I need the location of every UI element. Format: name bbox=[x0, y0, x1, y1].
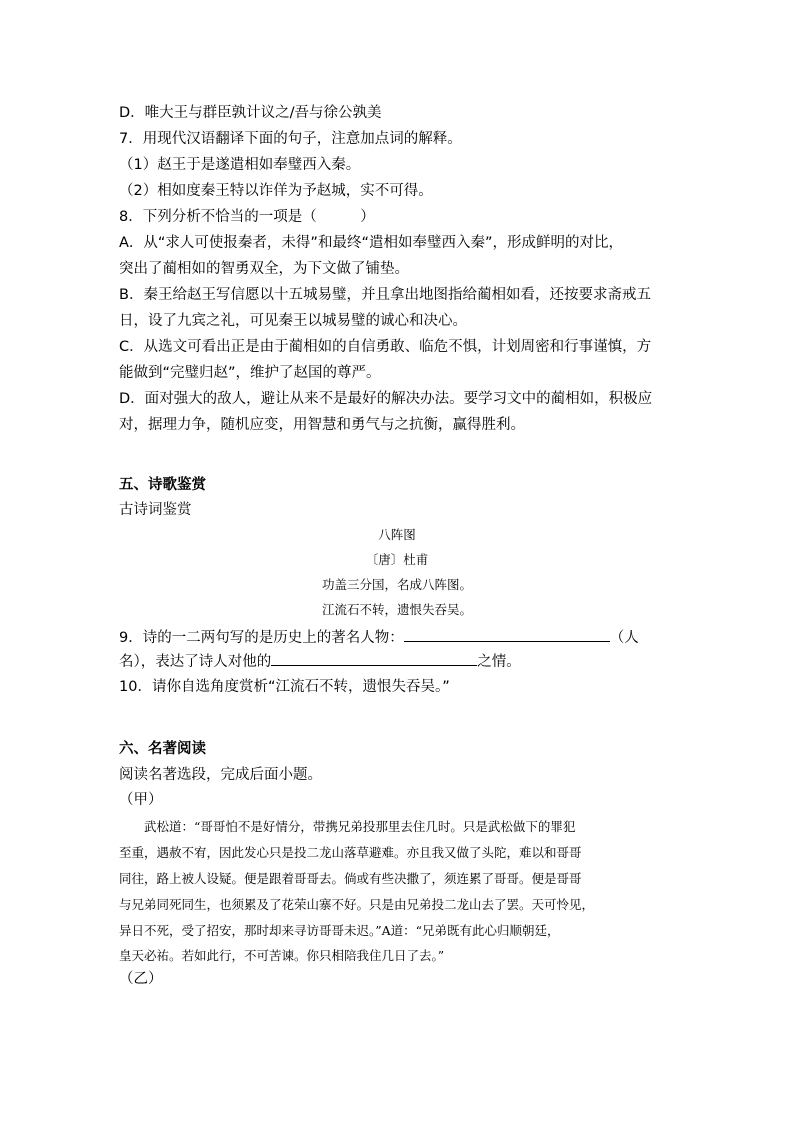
q8-option-a-line2: 突出了蔺相如的智勇双全，为下文做了铺垫。 bbox=[119, 261, 409, 277]
q9-answer-blank-1[interactable] bbox=[404, 627, 610, 642]
excerpt-line-6: 皇天必祐。若如此行，不可苦谏。你只相陪我住几日了去。” bbox=[119, 948, 445, 963]
excerpt-line-4: 与兄弟同死同生，也须累及了花荣山寨不好。只是由兄弟投二龙山去了罢。天可怜见， bbox=[119, 897, 595, 912]
excerpt-line-3: 同往，路上被人设疑。便是跟着哥哥去。倘或有些决撒了，须连累了哥哥。便是哥哥 bbox=[119, 871, 582, 886]
q8-option-d-line1: D．面对强大的敌人，避让从来不是最好的解决办法。要学习文中的蔺相如，积极应 bbox=[119, 391, 653, 407]
poem-author: 〔唐〕杜甫 bbox=[365, 552, 429, 567]
q8-option-b-line2: 日，设了九宾之礼，可见秦王以城易璧的诚心和决心。 bbox=[119, 313, 467, 329]
q8-option-c-line1: C．从选文可看出正是由于蔺相如的自信勇敢、临危不惧，计划周密和行事谨慎，方 bbox=[119, 339, 652, 355]
poem-line-2: 江流石不转，遗恨失吞吴。 bbox=[321, 602, 472, 617]
question-9-line1 bbox=[119, 627, 639, 648]
q8-option-a-line1: A．从“求人可使报秦者，未得”和最终“遣相如奉璧西入秦”，形成鲜明的对比， bbox=[119, 235, 623, 251]
question-7: 7．用现代汉语翻译下面的句子，注意加点词的解释。 bbox=[119, 131, 462, 147]
section-6-subheading: 阅读名著选段，完成后面小题。 bbox=[119, 767, 322, 783]
question-9-line2 bbox=[119, 651, 521, 672]
section-6-heading: 六、名著阅读 bbox=[119, 741, 206, 757]
q7-sentence-2: （2）相如度秦王特以诈佯为予赵城，实不可得。 bbox=[119, 183, 433, 199]
section-5-subheading: 古诗词鉴赏 bbox=[119, 502, 192, 518]
q9-text-a: 9．诗的一二两句写的是历史上的著名人物： bbox=[119, 630, 404, 646]
q7-sentence-1: （1）赵王于是遂遣相如奉璧西入秦。 bbox=[119, 157, 361, 173]
q8-option-d-line2: 对，据理力争，随机应变，用智慧和勇气与之抗衡，赢得胜利。 bbox=[119, 417, 525, 433]
excerpt-line-2: 至重，遇赦不宥，因此发心只是投二龙山落草避难。亦且我又做了头陀，难以和哥哥 bbox=[119, 845, 582, 860]
excerpt-jia-label: （甲） bbox=[119, 792, 163, 808]
q9-text-d: 之情。 bbox=[477, 654, 521, 670]
option-d-q6: D．唯大王与群臣孰计议之/吾与徐公孰美 bbox=[119, 105, 382, 121]
section-5-heading: 五、诗歌鉴赏 bbox=[119, 477, 206, 493]
q8-option-b-line1: B．秦王给赵王写信愿以十五城易璧，并且拿出地图指给蔺相如看，还按要求斋戒五 bbox=[119, 287, 651, 303]
excerpt-yi-label: （乙） bbox=[119, 971, 163, 987]
q9-text-b: （人 bbox=[609, 630, 639, 646]
poem-line-1: 功盖三分国，名成八阵图。 bbox=[321, 577, 472, 592]
question-10: 10．请你自选角度赏析“江流石不转，遗恨失吞吴。” bbox=[119, 679, 450, 695]
poem-title: 八阵图 bbox=[378, 527, 416, 542]
q9-answer-blank-2[interactable] bbox=[271, 651, 477, 666]
excerpt-line-5: 异日不死，受了招安，那时却来寻访哥哥未迟。”A道：“兄弟既有此心归顺朝廷， bbox=[119, 923, 560, 938]
q9-text-c: 名），表达了诗人对他的 bbox=[119, 654, 272, 670]
question-8: 8．下列分析不恰当的一项是（ ） bbox=[119, 209, 375, 225]
excerpt-line-1: 武松道：“哥哥怕不是好情分，带携兄弟投那里去住几时。只是武松做下的罪犯 bbox=[119, 819, 576, 834]
q8-option-c-line2: 能做到“完璧归赵”，维护了赵国的尊严。 bbox=[119, 365, 381, 381]
